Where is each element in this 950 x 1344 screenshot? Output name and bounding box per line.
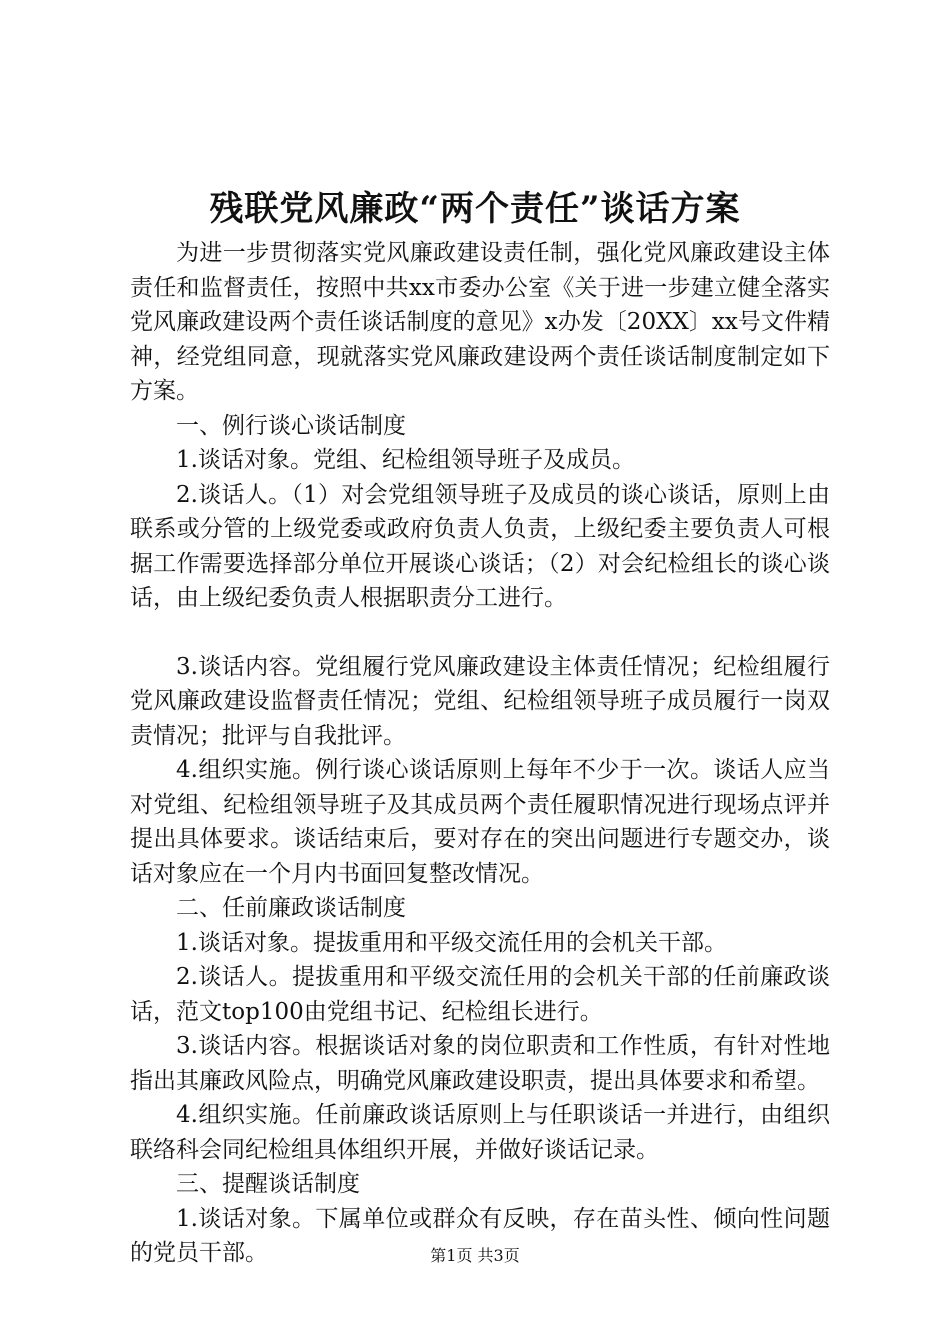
paragraph-2-2: 2.谈话人。提拔重用和平级交流任用的会机关干部的任前廉政谈话，范文top100由党组书记、纪检组长进行。 — [130, 964, 830, 1025]
paragraph-1-2: 2.谈话人。（1）对会党组领导班子及成员的谈心谈话，原则上由联系或分管的上级党委或政府负责人负责，上级纪委主要负责人可根据工作需要选择部分单位开展谈心谈话；（2）对会纪检组长的谈心谈话，由上级纪委负责人根据职责分工进行。 — [130, 481, 830, 611]
paragraph-3-1: 1.谈话对象。下属单位或群众有反映，存在苗头性、倾向性问题的党员干部。 — [130, 1205, 830, 1266]
section-heading-1: 一、例行谈心谈话制度 — [176, 412, 406, 439]
paragraph-2-1: 1.谈话对象。提拔重用和平级交流任用的会机关干部。 — [176, 929, 727, 956]
page-footer: 第1页 共3页 — [430, 1246, 520, 1265]
section-heading-2: 二、任前廉政谈话制度 — [176, 895, 406, 921]
section-heading-3: 三、提醒谈话制度 — [176, 1171, 360, 1197]
paragraph-1-3: 3.谈话内容。党组履行党风廉政建设主体责任情况；纪检组履行党风廉政建设监督责任情况；党组、纪检组领导班子成员履行一岗双责情况；批评与自我批评。 — [130, 653, 830, 749]
document-title: 残联党风廉政“两个责任”谈话方案 — [209, 189, 741, 229]
paragraph-1-1: 1.谈话对象。党组、纪检组领导班子及成员。 — [176, 447, 635, 473]
paragraph-2-4: 4.组织实施。任前廉政谈话原则上与任职谈话一并进行，由组织联络科会同纪检组具体组织开展，并做好谈话记录。 — [130, 1102, 830, 1163]
intro-paragraph: 为进一步贯彻落实党风廉政建设责任制，强化党风廉政建设主体责任和监督责任，按照中共xx市委办公室《关于进一步建立健全落实党风廉政建设两个责任谈话制度的意见》x办发〔20XX〕xx号文件精神，经党组同意，现就落实党风廉政建设两个责任谈话制度制定如下方案。 — [130, 240, 830, 404]
paragraph-2-3: 3.谈话内容。根据谈话对象的岗位职责和工作性质，有针对性地指出其廉政风险点，明确党风廉政建设职责，提出具体要求和希望。 — [130, 1033, 830, 1094]
paragraph-1-4: 4.组织实施。例行谈心谈话原则上每年不少于一次。谈话人应当对党组、纪检组领导班子及其成员两个责任履职情况进行现场点评并提出具体要求。谈话结束后，要对存在的突出问题进行专题交办，谈话对象应在一个月内书面回复整改情况。 — [130, 757, 830, 887]
document-body — [130, 236, 830, 1271]
